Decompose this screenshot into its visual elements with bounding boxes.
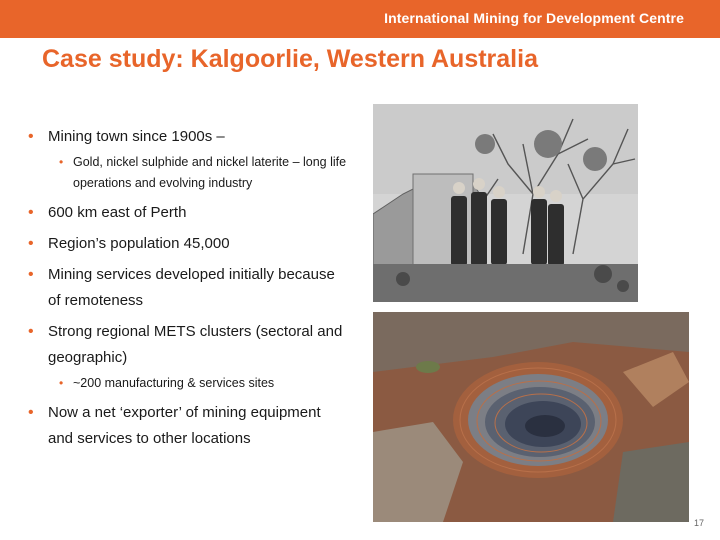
header-banner	[0, 0, 720, 38]
bullet-item: • 600 km east of Perth	[28, 200, 348, 226]
historic-photo-drawing	[373, 104, 638, 302]
sub-bullet-item: • Gold, nickel sulphide and nickel laterite – long life operations and evolving industry	[28, 152, 348, 194]
mine-photo-drawing	[373, 312, 689, 522]
page-number: 17	[693, 518, 704, 528]
sub-bullet-item: • ~200 manufacturing & services sites	[28, 373, 348, 394]
organization-name: International Mining for Development Centre	[384, 10, 684, 26]
open-pit-mine-photo	[373, 312, 689, 522]
bullet-item: • Region’s population 45,000	[28, 231, 348, 257]
bullet-item: • Strong regional METS clusters (sectoral and geographic)	[28, 319, 348, 371]
bullet-list	[28, 124, 348, 457]
bullet-item: • Now a net ‘exporter’ of mining equipment and services to other locations	[28, 400, 348, 452]
bullet-item: • Mining services developed initially because of remoteness	[28, 262, 348, 314]
bullet-item: • Mining town since 1900s –	[28, 124, 348, 150]
slide-title: Case study: Kalgoorlie, Western Australia	[42, 45, 538, 73]
historic-miners-photo	[373, 104, 638, 302]
